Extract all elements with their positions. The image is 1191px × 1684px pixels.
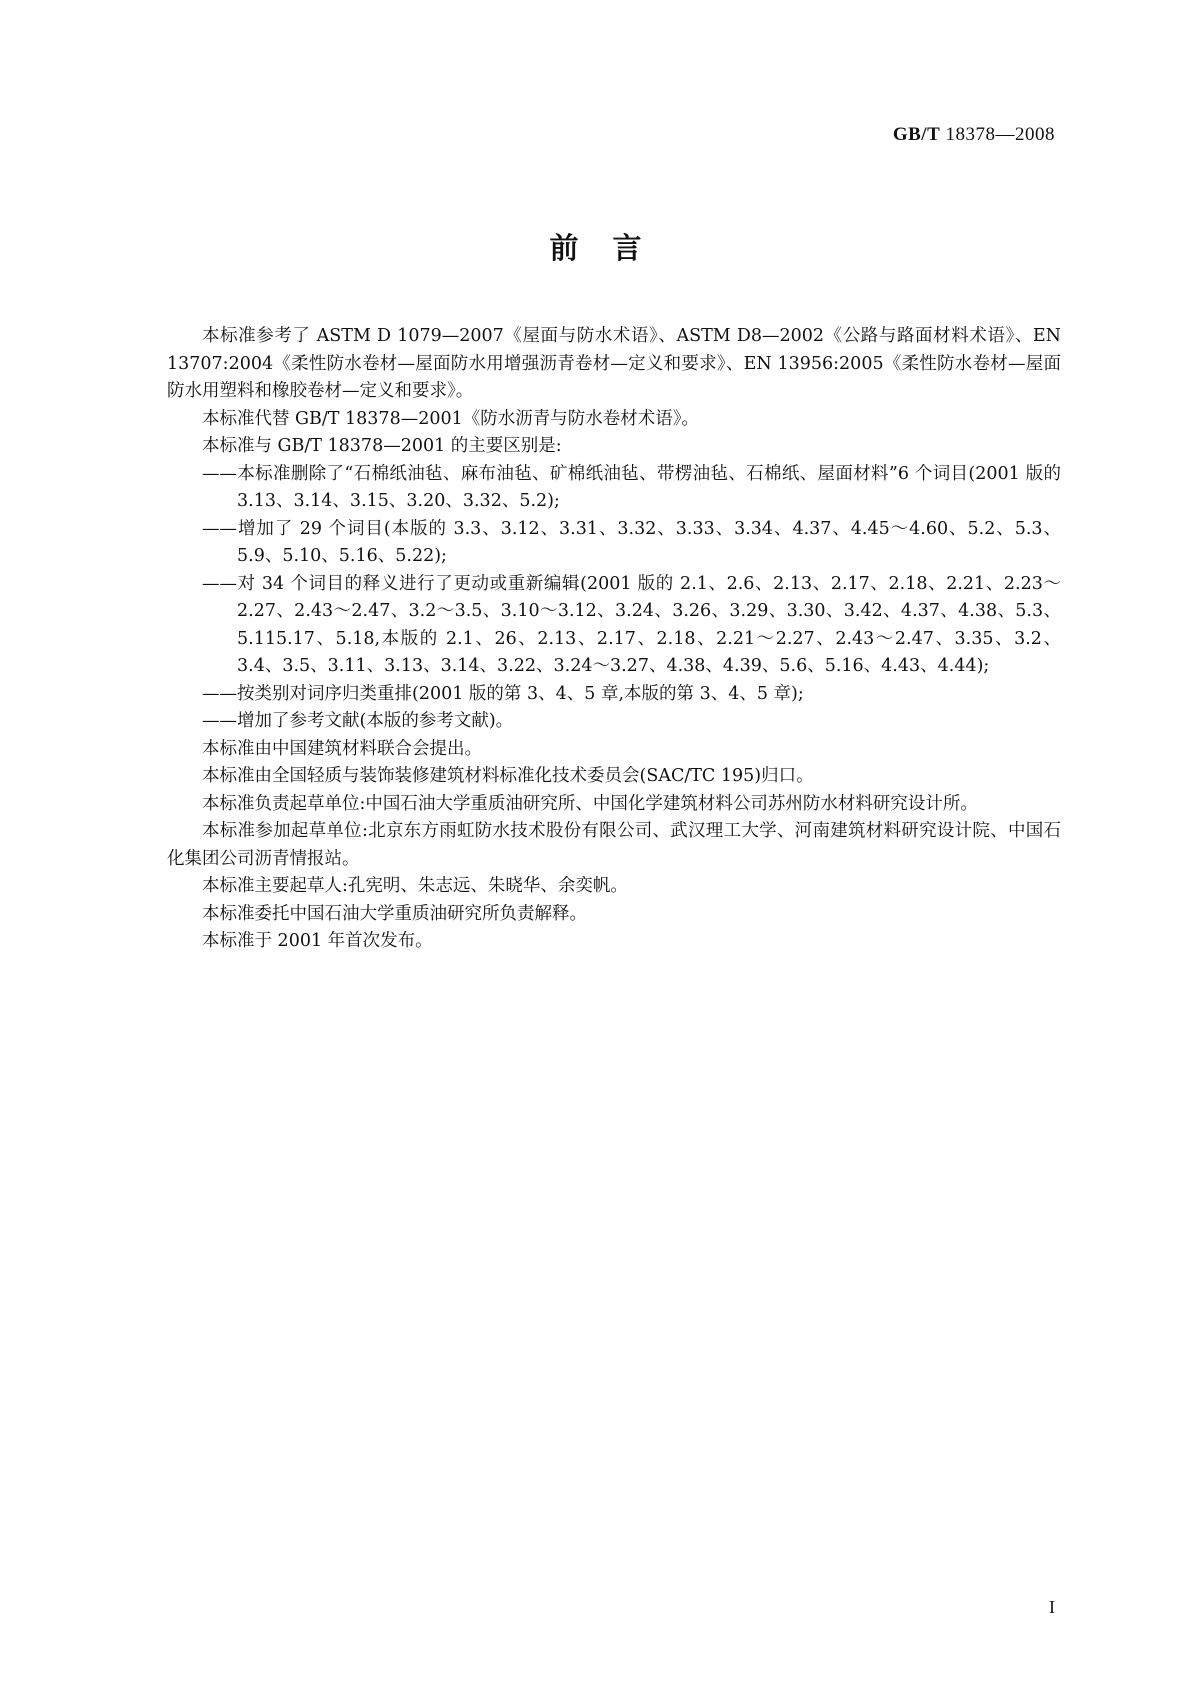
- page-number: I: [1049, 1597, 1055, 1617]
- list-item: ——对 34 个词目的释义进行了更动或重新编辑(2001 版的 2.1、2.6、2.13、2.17、2.18、2.21、2.23～2.27、2.43～2.47、3.2～3.5、3.10～3.12、3.24、3.26、3.29、3.30、3.42、4.37、4.38、5.3、5.115.17、5.18,本版的 2.1、26、2.13、2.17、2.18、2.21～2.27、2.43～2.47、3.35、3.2、3.4、3.5、3.11、3.13、3.14、3.22、3.24～3.27、4.38、4.39、5.6、5.16、4.43、4.44);: [202, 573, 1061, 676]
- standard-code: [893, 124, 1055, 146]
- participating-units-paragraph: 本标准参加起草单位:北京东方雨虹防水技术股份有限公司、武汉理工大学、河南建筑材料研究设计院、中国石化集团公司沥青情报站。: [167, 821, 1061, 869]
- replaces-paragraph: 本标准代替 GB/T 18378—2001《防水沥青与防水卷材术语》。: [202, 408, 699, 429]
- centralized-by-paragraph: 本标准由全国轻质与装饰装修建筑材料标准化技术委员会(SAC/TC 195)归口。: [202, 766, 814, 786]
- foreword-body: [167, 323, 1061, 956]
- standard-number: 18378—2008: [945, 124, 1055, 145]
- references-paragraph: 本标准参考了 ASTM D 1079—2007《屋面与防水术语》、ASTM D8—2002《公路与路面材料术语》、EN 13707:2004《柔性防水卷材—屋面防水用增强沥青卷材—定义和要求》、EN 13956:2005《柔性防水卷材—屋面防水用塑料和橡胶卷材—定义和要求》。: [167, 326, 1061, 401]
- list-item: ——本标准删除了“石棉纸油毡、麻布油毡、矿棉纸油毡、带楞油毡、石棉纸、屋面材料”6 个词目(2001 版的 3.13、3.14、3.15、3.20、3.32、5.2);: [202, 463, 1061, 511]
- list-item: ——增加了参考文献(本版的参考文献)。: [202, 711, 514, 731]
- proposed-by-paragraph: 本标准由中国建筑材料联合会提出。: [202, 738, 482, 759]
- list-item: ——增加了 29 个词目(本版的 3.3、3.12、3.31、3.32、3.33、3.34、4.37、4.45～4.60、5.2、5.3、5.9、5.10、5.16、5.22);: [202, 518, 1061, 566]
- standard-prefix: GB/T: [892, 124, 941, 145]
- interpretation-paragraph: 本标准委托中国石油大学重质油研究所负责解释。: [202, 903, 587, 924]
- main-drafters-paragraph: 本标准主要起草人:孔宪明、朱志远、朱晓华、余奕帆。: [202, 876, 628, 896]
- list-item: ——按类别对词序归类重排(2001 版的第 3、4、5 章,本版的第 3、4、5 章);: [202, 683, 804, 704]
- differences-lead: 本标准与 GB/T 18378—2001 的主要区别是:: [202, 436, 562, 456]
- page-title: 前言: [549, 231, 676, 265]
- first-published-paragraph: 本标准于 2001 年首次发布。: [202, 931, 433, 951]
- changes-list: [167, 461, 1061, 736]
- drafting-unit-paragraph: 本标准负责起草单位:中国石油大学重质油研究所、中国化学建筑材料公司苏州防水材料研究设计所。: [202, 793, 978, 814]
